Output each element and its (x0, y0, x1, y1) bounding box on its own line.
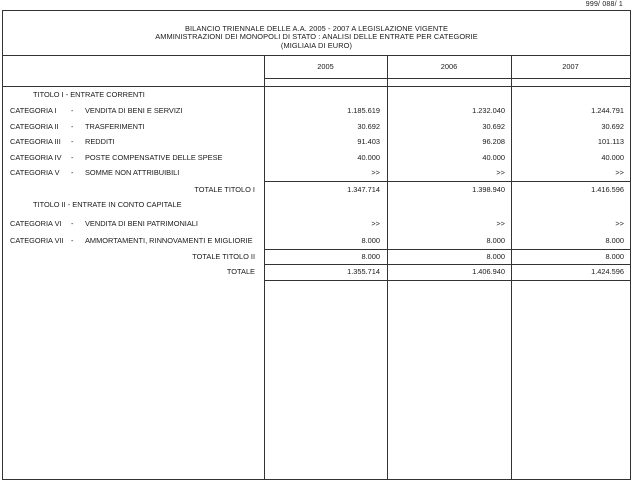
value-2007: 40.000 (601, 153, 624, 162)
grand-total-2007: 1.424.596 (591, 267, 624, 276)
value-2006: 40.000 (482, 153, 505, 162)
page-reference: 999/ 088/ 1 (585, 1, 623, 8)
column-header-2007: 2007 (562, 62, 579, 71)
category-code: CATEGORIA VI (10, 219, 62, 228)
section-heading-titolo-1 (3, 90, 630, 100)
category-code: CATEGORIA I (10, 106, 57, 115)
value-2007: >> (615, 219, 624, 228)
category-description: REDDITI (85, 137, 115, 146)
category-code: CATEGORIA IV (10, 153, 62, 162)
header-subtitle: AMMINISTRAZIONI DEI MONOPOLI DI STATO : ANALISI DELLE ENTRATE PER CATEGORIE (155, 32, 478, 42)
total-row-titolo-2 (3, 252, 630, 262)
value-2005: 91.403 (357, 137, 380, 146)
total-2006: 1.398.940 (472, 185, 505, 194)
value-2006: 8.000 (486, 236, 505, 245)
separator-dash: - (71, 122, 74, 131)
section-title: TITOLO I - ENTRATE CORRENTI (33, 90, 145, 99)
category-description: TRASFERIMENTI (85, 122, 145, 131)
separator-dash: - (71, 153, 74, 162)
table-row (3, 106, 630, 116)
table-row (3, 168, 630, 178)
value-2005: >> (371, 219, 380, 228)
value-2007: 30.692 (601, 122, 624, 131)
category-code: CATEGORIA V (10, 168, 60, 177)
value-2006: >> (496, 168, 505, 177)
column-header-2006: 2006 (440, 62, 458, 71)
separator-dash: - (71, 137, 74, 146)
category-code: CATEGORIA III (10, 137, 61, 146)
table-row (3, 137, 630, 147)
grand-total-2005: 1.355.714 (347, 267, 380, 276)
grand-total-rule (264, 264, 630, 265)
header-title: BILANCIO TRIENNALE DELLE A.A. 2005 - 2007 A LEGISLAZIONE VIGENTE (185, 24, 448, 33)
category-code: CATEGORIA II (10, 122, 59, 131)
category-description: AMMORTAMENTI, RINNOVAMENTI E MIGLIORIE (85, 236, 253, 245)
value-2005: 1.185.619 (347, 106, 380, 115)
grand-total-row (3, 267, 630, 277)
category-description: POSTE COMPENSATIVE DELLE SPESE (85, 153, 223, 162)
value-2006: >> (496, 219, 505, 228)
header-units: (MIGLIAIA DI EURO) (280, 40, 353, 50)
report-table (2, 10, 631, 480)
total-label: TOTALE TITOLO I (194, 185, 255, 194)
separator-dash: - (71, 236, 74, 245)
category-description: SOMME NON ATTRIBUIBILI (85, 168, 180, 177)
column-header-2005: 2005 (317, 62, 334, 71)
total-2007: 8.000 (605, 252, 624, 261)
subtotal-rule (264, 181, 630, 182)
value-2007: >> (615, 168, 624, 177)
grand-total-2006: 1.406.940 (472, 267, 505, 276)
grand-total-bottom-rule (264, 280, 630, 281)
total-2005: 8.000 (361, 252, 380, 261)
value-2007: 101.113 (597, 137, 624, 146)
total-row-titolo-1 (3, 185, 630, 195)
header-bottom-rule (3, 86, 630, 87)
subtotal-rule (264, 249, 630, 250)
table-row (3, 122, 630, 132)
separator-dash: - (71, 168, 74, 177)
category-code: CATEGORIA VII (10, 236, 64, 245)
column-header-rule (264, 78, 630, 79)
category-description: VENDITA DI BENI E SERVIZI (85, 106, 183, 115)
grand-total-label: TOTALE (226, 267, 255, 276)
category-description: VENDITA DI BENI PATRIMONIALI (85, 219, 198, 228)
value-2005: 30.692 (357, 122, 380, 131)
value-2007: 8.000 (605, 236, 624, 245)
section-title: TITOLO II - ENTRATE IN CONTO CAPITALE (33, 200, 182, 209)
value-2006: 96.208 (482, 137, 505, 146)
total-2005: 1.347.714 (347, 185, 380, 194)
table-row (3, 153, 630, 163)
report-header (3, 11, 630, 56)
value-2006: 30.692 (482, 122, 505, 131)
value-2007: 1.244.791 (591, 106, 624, 115)
total-2007: 1.416.596 (591, 185, 624, 194)
total-label: TOTALE TITOLO II (192, 252, 255, 261)
value-2005: 40.000 (357, 153, 380, 162)
value-2005: >> (371, 168, 380, 177)
section-heading-titolo-2 (3, 200, 630, 210)
separator-dash: - (71, 106, 74, 115)
total-2006: 8.000 (486, 252, 505, 261)
table-row (3, 236, 630, 246)
value-2006: 1.232.040 (472, 106, 505, 115)
table-row (3, 219, 630, 229)
separator-dash: - (71, 219, 74, 228)
value-2005: 8.000 (361, 236, 380, 245)
